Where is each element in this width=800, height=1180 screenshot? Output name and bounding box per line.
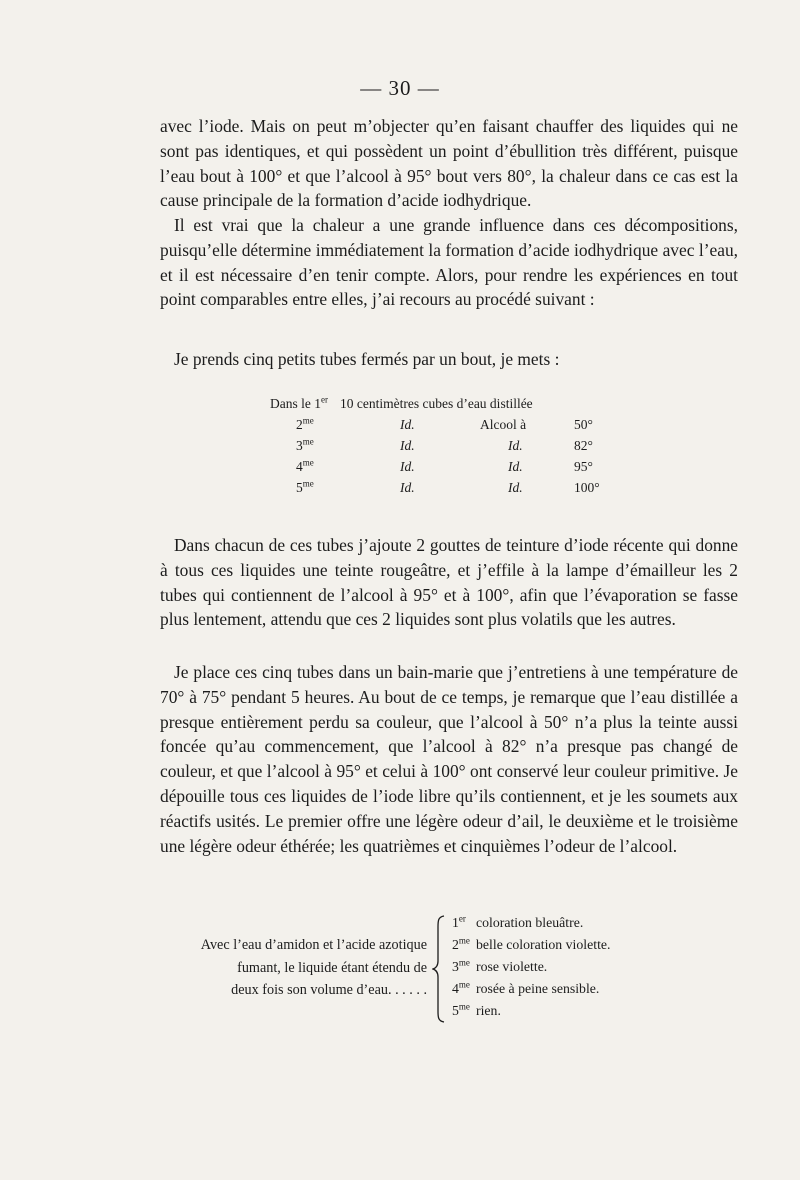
paragraph-2: Il est vrai que la chaleur a une grande influence dans ces décompositions, puisqu’elle détermine immédiatement la formation d’acide iodhydrique avec l’eau, et il est nécessaire d’en tenir compte. Alors, pour rendre les expériences en tout point comparables entre elles, j’ai recours au procédé suivant : [160, 215, 738, 310]
tube-water: Id. [400, 417, 415, 432]
tube-ordinal: er [321, 394, 328, 405]
tube-label [296, 414, 314, 435]
reagent-description [165, 934, 427, 1002]
tube-row [270, 393, 610, 414]
result-ordinal: me [458, 1001, 470, 1012]
paragraph-4: Dans chacun de ces tubes j’ajoute 2 gouttes de teinture d’iode récente qui donne à tous ces liquides une teinte rougeâtre, et j’effile à la lampe d’émailleur les 2 tubes qui contiennent de l’alcool à 95° et à 100°, afin que l’évaporation se fasse plus lentement, attendu que ces 2 liquides sont plus volatils que les autres. [160, 535, 738, 630]
tube-water: Id. [400, 459, 415, 474]
tube-alcohol: Id. [508, 459, 523, 474]
tube-ordinal: me [302, 436, 314, 447]
result-item [452, 1000, 610, 1022]
result-text: coloration bleuâtre. [476, 915, 584, 930]
tube-label [296, 435, 314, 456]
result-text: rose violette. [476, 959, 548, 974]
tube-ordinal: me [302, 478, 314, 489]
result-digit: 3 [452, 959, 459, 974]
result-digit: 4 [452, 981, 459, 996]
paragraph-3: Je prends cinq petits tubes fermés par un bout, je mets : [174, 349, 560, 369]
result-text: belle coloration violette. [476, 937, 611, 952]
result-text: rien. [476, 1003, 501, 1018]
tube-alcohol: Alcool à [480, 417, 527, 432]
result-number [452, 934, 476, 956]
tube-label [270, 393, 328, 414]
tube-number: 1 [314, 396, 321, 411]
result-item [452, 978, 610, 1000]
paragraph-5: Je place ces cinq tubes dans un bain-marie que j’entretiens à une température de 70° à 75° pendant 5 heures. Au bout de ce temps, je remarque que l’eau distillée a presque entièrement perdu sa couleur, que l’alcool à 50° n’a plus la teinte aussi foncée qu’au commencement, que l’alcool à 82° n’a presque pas changé de couleur, et que l’alcool à 95° et celui à 100° ont conservé leur couleur primitive. Je dépouille tous ces liquides de l’iode libre qu’ils contiennent, et je les soumets aux réactifs usités. Le premier offre une légère odeur d’ail, le deuxième et le troisième une légère odeur éthérée; les quatrièmes et cinquièmes l’odeur de l’alcool. [160, 662, 738, 856]
tube-row [270, 456, 610, 477]
result-text: rosée à peine sensible. [476, 981, 600, 996]
result-item [452, 934, 610, 956]
tube-label [296, 456, 314, 477]
tube-degree: 50° [574, 417, 593, 432]
tube-list [270, 393, 610, 498]
reagent-results [452, 912, 610, 1022]
result-number [452, 1000, 476, 1022]
tube-ordinal: me [302, 457, 314, 468]
tube-degree: 82° [574, 438, 593, 453]
paragraph-1: avec l’iode. Mais on peut m’objecter qu’en faisant chauffer des liquides qui ne sont pas identiques, et qui possèdent un point d’ébullition très différent, puisque l’eau bout à 100° et que l’alcool à 95° bout vers 80°, la chaleur dans ce cas est la cause principale de la formation d’acide iodhydrique. [160, 116, 738, 211]
tube-number: 4 [296, 459, 303, 474]
tube-number: 2 [296, 417, 303, 432]
page-number: — 30 — [360, 76, 440, 100]
tube-alcohol: Id. [508, 438, 523, 453]
reagent-line: Avec l’eau d’amidon et l’acide azotique [200, 937, 427, 953]
result-ordinal: me [458, 957, 470, 968]
tube-row [270, 435, 610, 456]
result-digit: 2 [452, 937, 459, 952]
tube-number: 5 [296, 480, 303, 495]
reagent-line: fumant, le liquide étant étendu de [237, 959, 427, 976]
result-number [452, 956, 476, 978]
tube-label [296, 477, 314, 498]
tube-row [270, 414, 610, 435]
tube-prefix: Dans le [270, 396, 311, 411]
curly-brace-icon [432, 915, 446, 1023]
tube-contents: 10 centimètres cubes d’eau distillée [340, 396, 533, 411]
result-digit: 5 [452, 1003, 459, 1018]
result-digit: 1 [452, 915, 459, 930]
result-number [452, 912, 476, 934]
tube-water: Id. [400, 480, 415, 495]
result-ordinal: me [458, 935, 470, 946]
tube-degree: 95° [574, 459, 593, 474]
result-item [452, 912, 610, 934]
result-item [452, 956, 610, 978]
reagent-line: deux fois son volume d’eau. . . . . . [231, 982, 427, 998]
tube-alcohol: Id. [508, 480, 523, 495]
result-number [452, 978, 476, 1000]
tube-row [270, 477, 610, 498]
result-ordinal: me [458, 979, 470, 990]
tube-ordinal: me [302, 415, 314, 426]
result-ordinal: er [458, 913, 466, 924]
tube-number: 3 [296, 438, 303, 453]
tube-degree: 100° [574, 480, 600, 495]
tube-water: Id. [400, 438, 415, 453]
